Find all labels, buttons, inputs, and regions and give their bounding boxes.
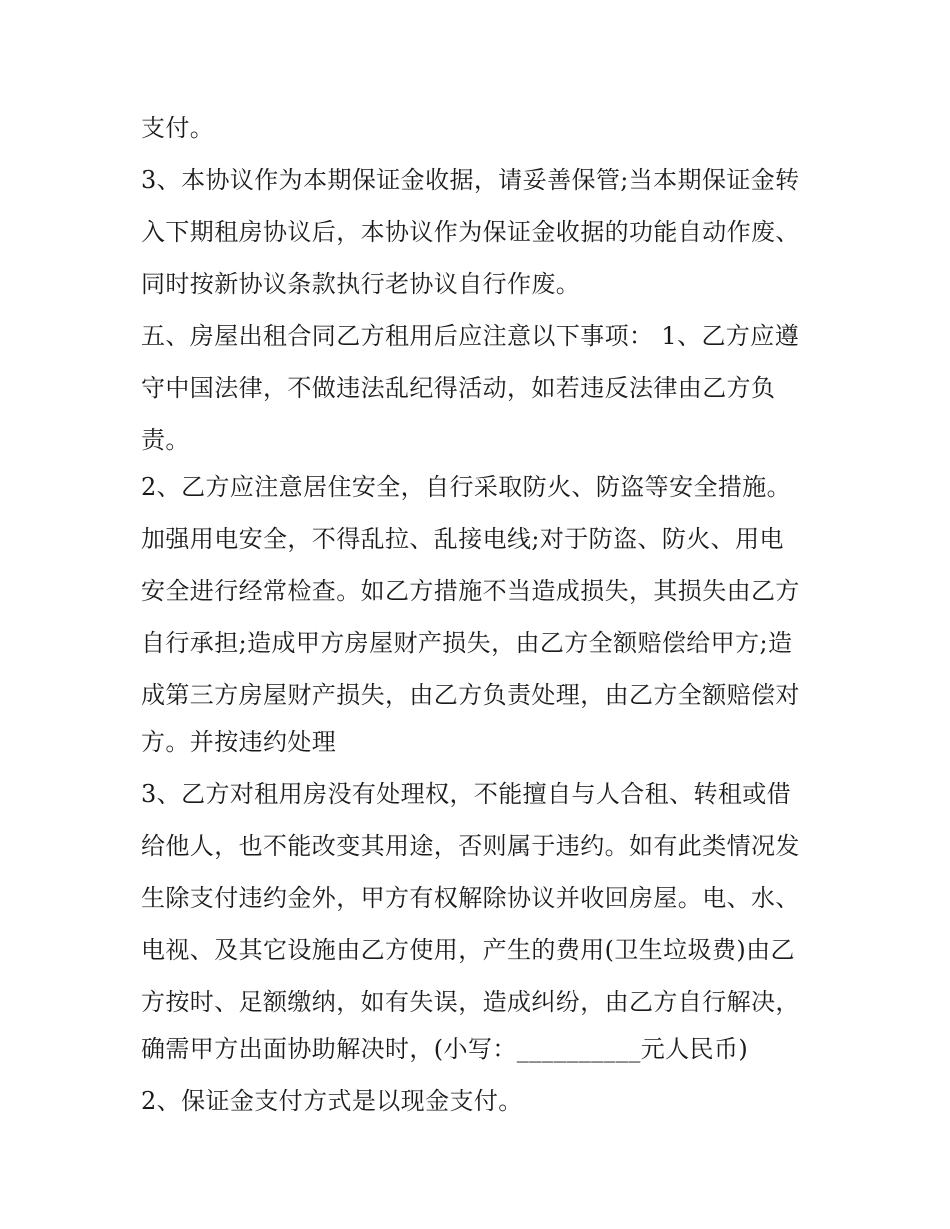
text-line: 入下期租房协议后，本协议作为保证金收据的功能自动作废、 (141, 218, 800, 246)
text-line: 方。并按违约处理 (141, 728, 337, 756)
text-line: 生除支付违约金外，甲方有权解除协议并收回房屋。电、水、 (141, 884, 800, 912)
text-line: 支付。 (141, 114, 215, 142)
text-line: 责。 (141, 426, 190, 454)
text-line: 加强用电安全，不得乱拉、乱接电线;对于防盗、防火、用电 (141, 525, 784, 553)
text-line: 给他人，也不能改变其用途，否则属于违约。如有此类情况发 (141, 832, 800, 860)
text-line: 3、乙方对租用房没有处理权，不能擅自与人合租、转租或借 (141, 780, 792, 808)
text-line: 同时按新协议条款执行老协议自行作废。 (141, 270, 581, 298)
text-line: 成第三方房屋财产损失，由乙方负责处理，由乙方全额赔偿对 (141, 681, 800, 709)
text-line: 五、房屋出租合同乙方租用后应注意以下事项： 1、乙方应遵 (141, 322, 800, 350)
text-line: 电视、及其它设施由乙方使用，产生的费用(卫生垃圾费)由乙 (141, 936, 795, 964)
text-line: 2、乙方应注意居住安全，自行采取防火、防盗等安全措施。 (141, 473, 792, 501)
text-line: 方按时、足额缴纳，如有失误，造成纠纷，由乙方自行解决， (141, 988, 800, 1016)
text-line: 2、保证金支付方式是以现金支付。 (141, 1087, 523, 1115)
text-line: 3、本协议作为本期保证金收据，请妥善保管;当本期保证金转 (141, 166, 800, 194)
text-line: 确需甲方出面协助解决时，(小写：__________元人民币) (141, 1035, 749, 1063)
text-line: 自行承担;造成甲方房屋财产损失，由乙方全额赔偿给甲方;造 (141, 629, 793, 657)
text-line: 安全进行经常检查。如乙方措施不当造成损失，其损失由乙方 (141, 577, 800, 605)
text-line: 守中国法律，不做违法乱纪得活动，如若违反法律由乙方负 (141, 374, 776, 402)
